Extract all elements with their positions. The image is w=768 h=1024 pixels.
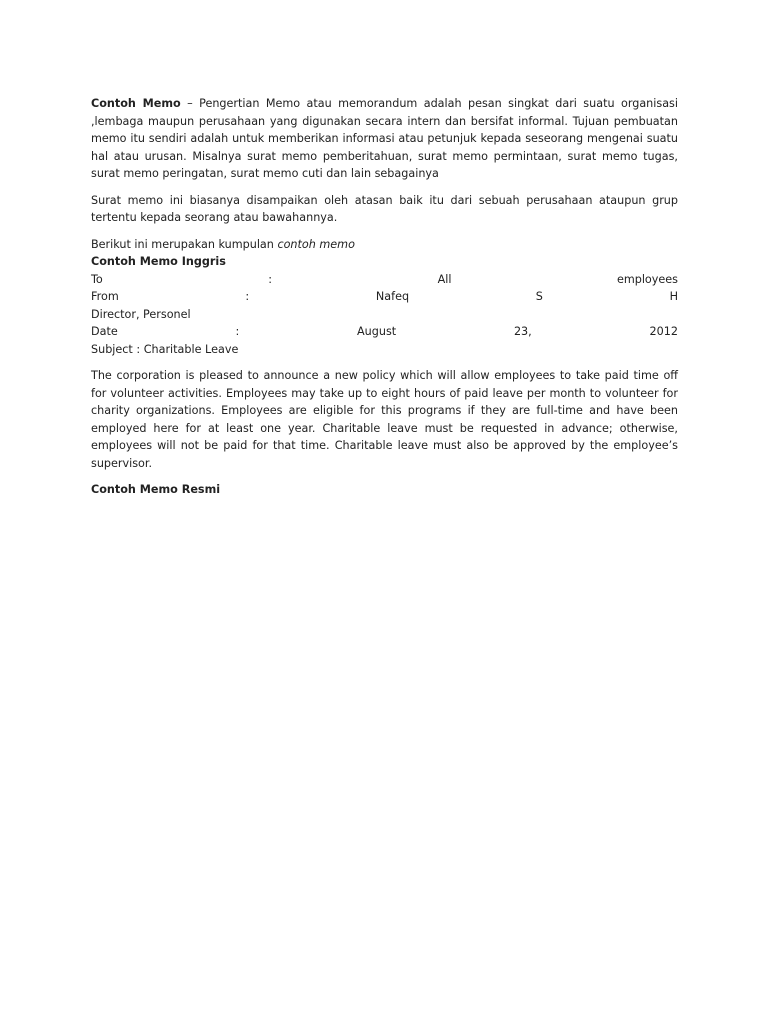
memo-from-continuation: Director, Personel — [91, 307, 191, 321]
heading-contoh-memo-resmi: Contoh Memo Resmi — [91, 483, 221, 496]
memo-to-colon: : — [268, 272, 273, 286]
memo-body: The corporation is pleased to announce a new policy which will allow employees to take paid time off for volunteer activities. Employees may take up to eight hours of paid leave per month to volunteer for charity organizations. Employees are eligible for this programs if they are full-time and have been employed here for at least one year. Charitable leave must be requested in advance; otherwise, employees will not be paid for that time. Charitable leave must also be approved by the employee’s supervisor. — [91, 369, 678, 470]
intro-dash: – — [180, 97, 200, 110]
memo-date-year: 2012 — [649, 325, 678, 338]
intro-title: Contoh Memo — [91, 97, 181, 110]
memo-date-label: Date — [91, 325, 118, 338]
memo-from-row — [91, 288, 678, 306]
memo-from-value-1: Nafeq — [375, 290, 410, 303]
memo-to-label: To — [91, 272, 103, 286]
memo-date-day: 23, — [513, 325, 532, 338]
document-page — [91, 95, 678, 499]
memo-date-colon: : — [235, 325, 240, 338]
list-intro-text: Berikut ini merupakan kumpulan — [91, 237, 278, 251]
memo-date-row — [91, 323, 678, 341]
paragraph-2: Surat memo ini biasanya disampaikan oleh atasan baik itu dari sebuah perusahaan ataupun grup tertentu kepada seorang atau bawahannya. — [91, 193, 678, 224]
memo-to-value-2: employees — [616, 272, 678, 286]
memo-subject: Subject : Charitable Leave — [91, 342, 239, 356]
memo-from-label: From — [91, 290, 119, 303]
intro-paragraph — [91, 95, 678, 183]
memo-date-month: August — [357, 325, 397, 338]
list-intro-italic: contoh memo — [277, 237, 355, 251]
heading-contoh-memo-inggris: Contoh Memo Inggris — [91, 255, 226, 268]
memo-to-row — [91, 271, 678, 289]
list-intro — [91, 236, 678, 254]
memo-from-value-2: S — [535, 290, 543, 303]
intro-text: Pengertian Memo atau memorandum adalah pesan singkat dari suatu organisasi ,lembaga maupun perusahaan yang digunakan secara intern dan bersifat informal. Tujuan pembuatan memo itu sendiri adalah untuk memberikan informasi atau petunjuk kepada seseorang mengenai suatu hal atau urusan. Misalnya surat memo pemberitahuan, surat memo permintaan, surat memo tugas, surat memo peringatan, surat memo cuti dan lain sebagainya — [91, 97, 678, 180]
memo-from-value-3: H — [669, 290, 678, 303]
memo-from-colon: : — [245, 290, 250, 303]
memo-to-value-1: All — [437, 272, 452, 286]
